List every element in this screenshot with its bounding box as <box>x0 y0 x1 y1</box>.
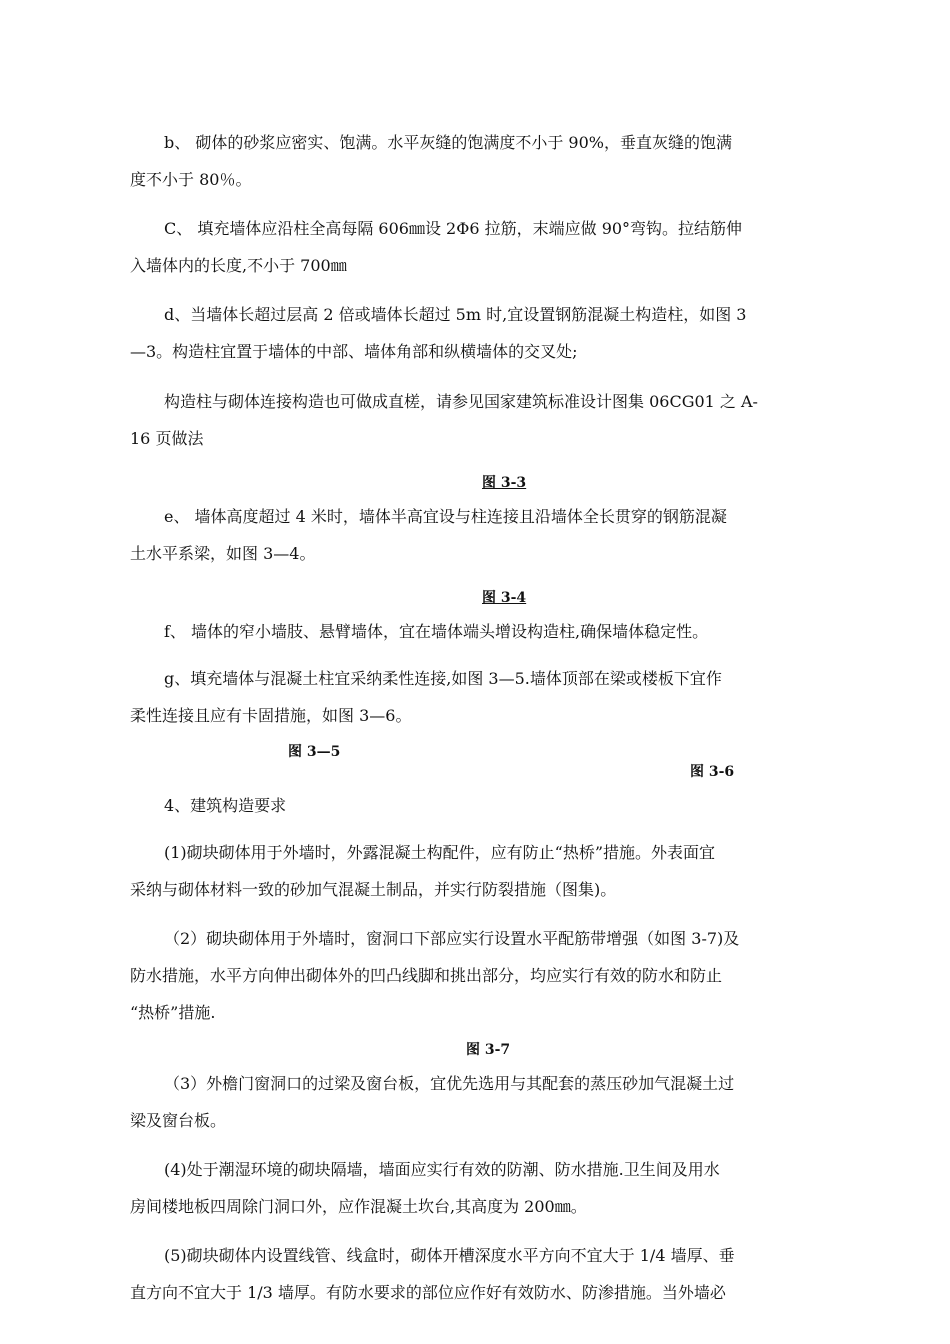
paragraph-b <box>130 124 850 198</box>
text-line: 采纳与砌体材料一致的砂加气混凝土制品，并实行防裂措施（图集)。 <box>130 880 617 899</box>
text-line: g、填充墙体与混凝土柱宜采纳柔性连接,如图 3—5.墙体顶部在梁或楼板下宜作 <box>164 669 722 688</box>
text-line: e、 墙体高度超过 4 米时，墙体半高宜设与柱连接且沿墙体全长贯穿的钢筋混凝 <box>164 507 727 526</box>
paragraph-f <box>130 613 850 650</box>
text-line: 入墙体内的长度,不小于 700㎜ <box>130 256 347 275</box>
text-line: 构造柱与砌体连接构造也可做成直槎，请参见国家建筑标准设计图集 06CG01 之 A- <box>164 392 758 411</box>
paragraph-d2 <box>130 383 850 457</box>
text-line: 防水措施，水平方向伸出砌体外的凹凸线脚和挑出部分，均应实行有效的防水和防止 <box>130 966 723 985</box>
text-line: 柔性连接且应有卡固措施，如图 3—6。 <box>130 706 412 725</box>
figure-caption-3-5: 图 3—5 <box>288 744 341 760</box>
section-heading-4 <box>130 787 850 824</box>
text-line: d、当墙体长超过层高 2 倍或墙体长超过 5m 时,宜设置钢筋混凝土构造柱，如图 3 <box>164 305 747 324</box>
text-line: (5)砌块砌体内设置线管、线盒时，砌体开槽深度水平方向不宜大于 1/4 墙厚、垂 <box>164 1246 735 1265</box>
figure-caption-3-4: 图 3-4 <box>482 590 527 606</box>
paragraph-e <box>130 498 850 572</box>
text-line: 直方向不宜大于 1/3 墙厚。有防水要求的部位应作好有效防水、防渗措施。当外墙必 <box>130 1283 726 1302</box>
text-line: (1)砌块砌体用于外墙时，外露混凝土构配件，应有防止“热桥”措施。外表面宜 <box>164 843 716 862</box>
text-line: 16 页做法 <box>130 429 204 448</box>
paragraph-requirement-5 <box>130 1237 850 1311</box>
paragraph-d <box>130 296 850 370</box>
paragraph-g <box>130 660 850 734</box>
paragraph-requirement-3 <box>130 1065 850 1139</box>
text-line: “热桥”措施. <box>130 1003 216 1022</box>
text-line: b、 砌体的砂浆应密实、饱满。水平灰缝的饱满度不小于 90%，垂直灰缝的饱满 <box>164 133 732 152</box>
text-line: C、 填充墙体应沿柱全高每隔 606㎜设 2Φ6 拉筋，末端应做 90°弯钩。拉结筋伸 <box>164 219 743 238</box>
text-line: f、 墙体的窄小墙肢、悬臂墙体，宜在墙体端头增设构造柱,确保墙体稳定性。 <box>164 622 709 641</box>
paragraph-requirement-1 <box>130 834 850 908</box>
text-line: 房间楼地板四周除门洞口外，应作混凝土坎台,其高度为 200㎜。 <box>130 1197 587 1216</box>
text-line: 梁及窗台板。 <box>130 1111 227 1130</box>
figure-caption-3-3: 图 3-3 <box>482 475 527 491</box>
paragraph-c <box>130 210 850 284</box>
text-line: （3）外檐门窗洞口的过梁及窗台板，宜优先选用与其配套的蒸压砂加气混凝土过 <box>164 1074 735 1093</box>
figure-caption-3-6: 图 3-6 <box>690 764 735 780</box>
text-line: 度不小于 80％。 <box>130 170 252 189</box>
paragraph-requirement-4 <box>130 1151 850 1225</box>
text-line: 4、建筑构造要求 <box>164 796 287 815</box>
text-line: —3。构造柱宜置于墙体的中部、墙体角部和纵横墙体的交叉处; <box>130 342 578 361</box>
text-line: (4)处于潮湿环境的砌块隔墙，墙面应实行有效的防潮、防水措施.卫生间及用水 <box>164 1160 720 1179</box>
text-line: 土水平系梁，如图 3—4。 <box>130 544 316 563</box>
figure-caption-3-7: 图 3-7 <box>466 1042 511 1058</box>
text-line: （2）砌块砌体用于外墙时，窗洞口下部应实行设置水平配筋带增强（如图 3-7)及 <box>164 929 740 948</box>
paragraph-requirement-2 <box>130 920 850 1031</box>
